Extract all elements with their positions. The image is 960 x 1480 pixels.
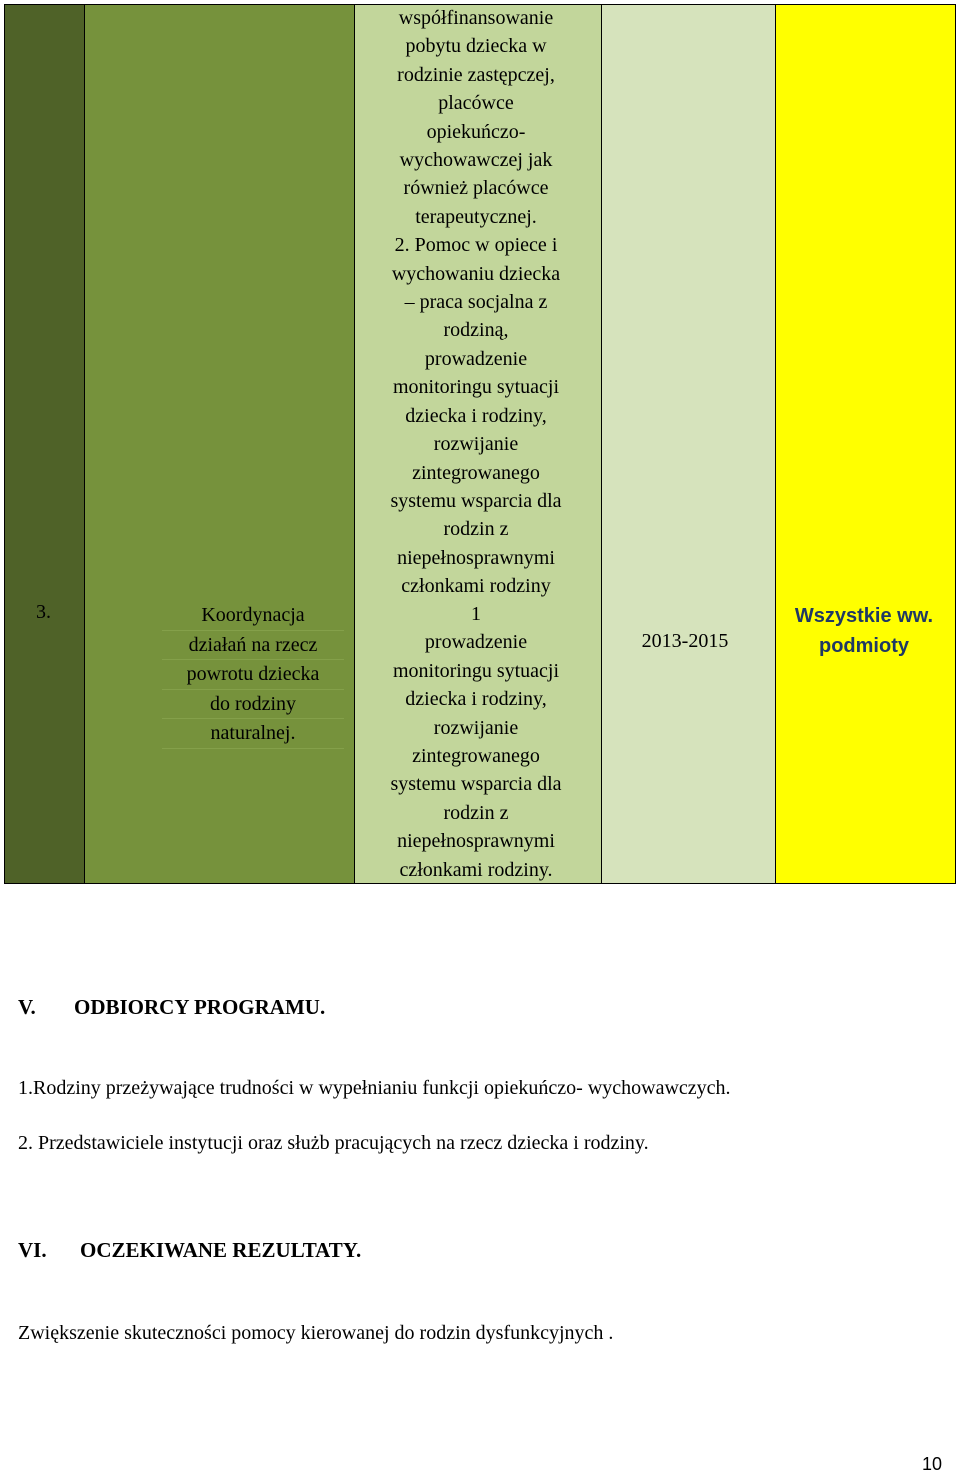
section5-item: 2. Przedstawiciele instytucji oraz służb pracujących na rzecz dziecka i rodziny. xyxy=(18,1132,649,1154)
task-line: dziecka i rodziny, xyxy=(405,404,547,427)
task-line: rodzin z xyxy=(443,801,509,824)
years-cell: 2013-2015 xyxy=(641,630,729,652)
task-line: wychowawczej jak xyxy=(399,149,553,172)
action-line: Koordynacja xyxy=(162,601,344,631)
responsible-line: Wszystkie ww. xyxy=(794,605,934,627)
task-line: monitoringu sytuacji xyxy=(392,376,560,399)
task-line: terapeutycznej. xyxy=(415,205,537,228)
action-cell xyxy=(162,601,344,749)
task-line: wychowaniu dziecka xyxy=(391,262,561,285)
task-line: systemu wsparcia dla xyxy=(390,489,562,512)
task-line: dziecka i rodziny, xyxy=(405,688,547,711)
table-column-years xyxy=(602,5,776,883)
task-line: 1 xyxy=(471,603,481,625)
section6-title: OCZEKIWANE REZULTATY. xyxy=(80,1238,362,1262)
task-line: prowadzenie xyxy=(424,631,528,654)
task-line: niepełnosprawnymi xyxy=(397,830,555,853)
task-line: zintegrowanego xyxy=(412,461,540,484)
row-number: 3. xyxy=(36,601,51,623)
section5-title: ODBIORCY PROGRAMU. xyxy=(74,995,326,1019)
section5-item: 1.Rodziny przeżywające trudności w wypełnianiu funkcji opiekuńczo- wychowawczych. xyxy=(18,1077,731,1099)
task-line: rozwijanie xyxy=(433,433,519,456)
table-column-number xyxy=(5,5,85,883)
action-line: naturalnej. xyxy=(162,719,344,749)
task-line: członkami rodziny. xyxy=(399,858,553,881)
task-line: pobytu dziecka w xyxy=(405,35,547,58)
task-line: opiekuńczo- xyxy=(426,120,526,143)
task-line: monitoringu sytuacji xyxy=(392,659,560,682)
task-line: – praca socjalna z xyxy=(404,291,548,314)
table-column-action xyxy=(85,5,355,883)
task-line: systemu wsparcia dla xyxy=(390,773,562,796)
tasks-cell-part1 xyxy=(356,4,596,601)
task-line: niepełnosprawnymi xyxy=(397,546,555,569)
action-line: powrotu dziecka xyxy=(162,660,344,690)
responsible-cell xyxy=(776,601,952,661)
tasks-cell-part2 xyxy=(356,600,596,884)
table-column-responsible xyxy=(776,5,955,883)
section5-number: V. xyxy=(18,995,36,1019)
task-line: rodzin z xyxy=(443,518,509,541)
section6-text: Zwiększenie skuteczności pomocy kierowanej do rodzin dysfunkcyjnych . xyxy=(18,1322,614,1344)
page-number: 10 xyxy=(921,1454,942,1474)
task-line: placówce xyxy=(438,92,514,115)
task-line: 2. Pomoc w opiece i xyxy=(394,234,558,257)
section6-number: VI. xyxy=(18,1238,47,1262)
action-line: działań na rzecz xyxy=(162,631,344,661)
task-line: członkami rodziny xyxy=(401,575,551,598)
task-line: rodzinie zastępczej, xyxy=(397,63,555,86)
task-line: rodziną, xyxy=(443,319,509,342)
task-line: współfinansowanie xyxy=(398,7,554,29)
task-line: prowadzenie xyxy=(424,347,528,370)
task-line: zintegrowanego xyxy=(412,745,540,768)
task-line: również placówce xyxy=(403,177,549,200)
task-line: rozwijanie xyxy=(433,716,519,739)
action-line: do rodziny xyxy=(162,690,344,720)
responsible-line: podmioty xyxy=(819,635,909,657)
